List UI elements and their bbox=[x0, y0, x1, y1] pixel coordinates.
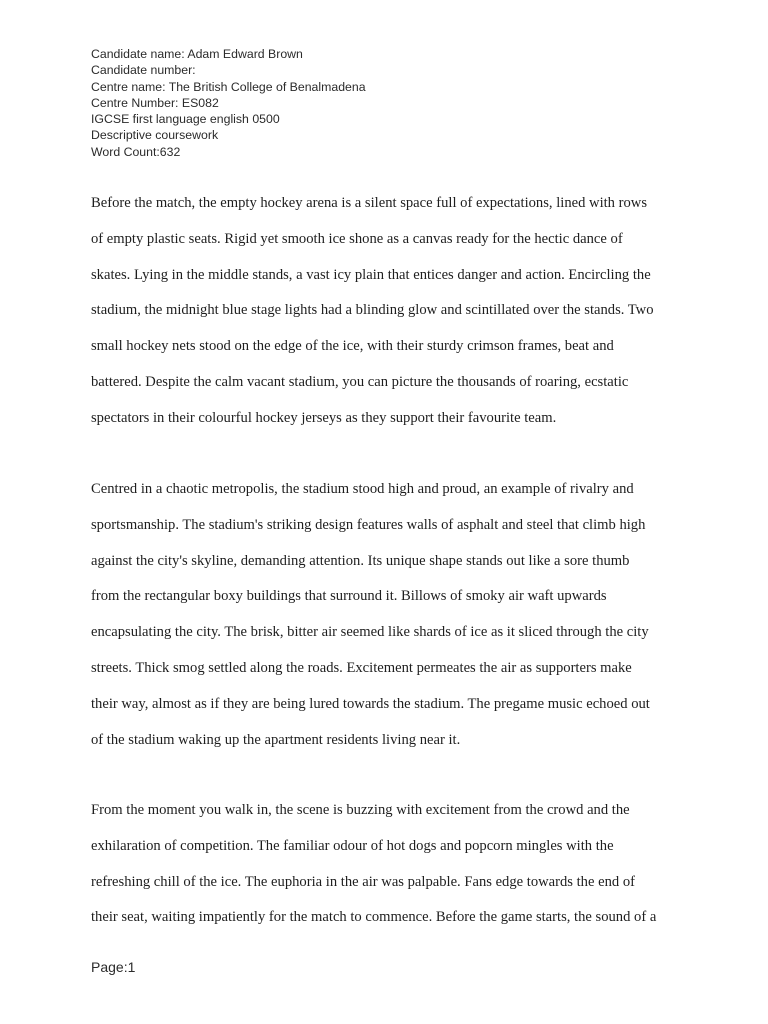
page-number: Page:1 bbox=[91, 959, 136, 975]
centre-number: Centre Number: ES082 bbox=[91, 95, 219, 110]
text-line: their way, almost as if they are being lured towards the stadium. The pregame music echoed out bbox=[91, 695, 650, 712]
paragraph-3 bbox=[91, 802, 681, 945]
text-line: against the city's skyline, demanding attention. Its unique shape stands out like a sore thumb bbox=[91, 552, 630, 569]
text-line: skates. Lying in the middle stands, a vast icy plain that entices danger and action. Encircling the bbox=[91, 266, 651, 283]
text-line: sportsmanship. The stadium's striking design features walls of asphalt and steel that climb high bbox=[91, 516, 646, 533]
text-line: of empty plastic seats. Rigid yet smooth ice shone as a canvas ready for the hectic dance of bbox=[91, 230, 623, 247]
text-line: encapsulating the city. The brisk, bitter air seemed like shards of ice as it sliced through the city bbox=[91, 624, 649, 641]
text-line: from the rectangular boxy buildings that surround it. Billows of smoky air waft upwards bbox=[91, 588, 607, 605]
candidate-name: Candidate name: Adam Edward Brown bbox=[91, 47, 303, 61]
text-line: refreshing chill of the ice. The euphoria in the air was palpable. Fans edge towards the end of bbox=[91, 873, 635, 890]
text-line: exhilaration of competition. The familiar odour of hot dogs and popcorn mingles with the bbox=[91, 837, 614, 854]
text-line: stadium, the midnight blue stage lights had a blinding glow and scintillated over the stands. Two bbox=[91, 302, 654, 319]
candidate-header bbox=[91, 46, 366, 160]
text-line: streets. Thick smog settled along the roads. Excitement permeates the air as supporters make bbox=[91, 659, 632, 676]
text-line: battered. Despite the calm vacant stadium, you can picture the thousands of roaring, ecstatic bbox=[91, 373, 629, 390]
paragraph-1 bbox=[91, 195, 681, 446]
text-line: small hockey nets stood on the edge of the ice, with their sturdy crimson frames, beat and bbox=[91, 338, 614, 355]
text-line: Centred in a chaotic metropolis, the stadium stood high and proud, an example of rivalry and bbox=[91, 481, 634, 497]
text-line: spectators in their colourful hockey jerseys as they support their favourite team. bbox=[91, 409, 557, 426]
text-line: of the stadium waking up the apartment residents living near it. bbox=[91, 731, 461, 748]
centre-name: Centre name: The British College of Benalmadena bbox=[91, 79, 366, 94]
course-title: IGCSE first language english 0500 bbox=[91, 112, 280, 127]
text-line: From the moment you walk in, the scene is buzzing with excitement from the crowd and the bbox=[91, 802, 630, 818]
candidate-number: Candidate number: bbox=[91, 63, 196, 78]
text-line: their seat, waiting impatiently for the match to commence. Before the game starts, the sound of a bbox=[91, 909, 657, 926]
paragraph-2 bbox=[91, 481, 681, 767]
assignment-type: Descriptive coursework bbox=[91, 128, 219, 143]
text-line: Before the match, the empty hockey arena is a silent space full of expectations, lined with rows bbox=[91, 195, 648, 211]
word-count: Word Count:632 bbox=[91, 144, 181, 159]
